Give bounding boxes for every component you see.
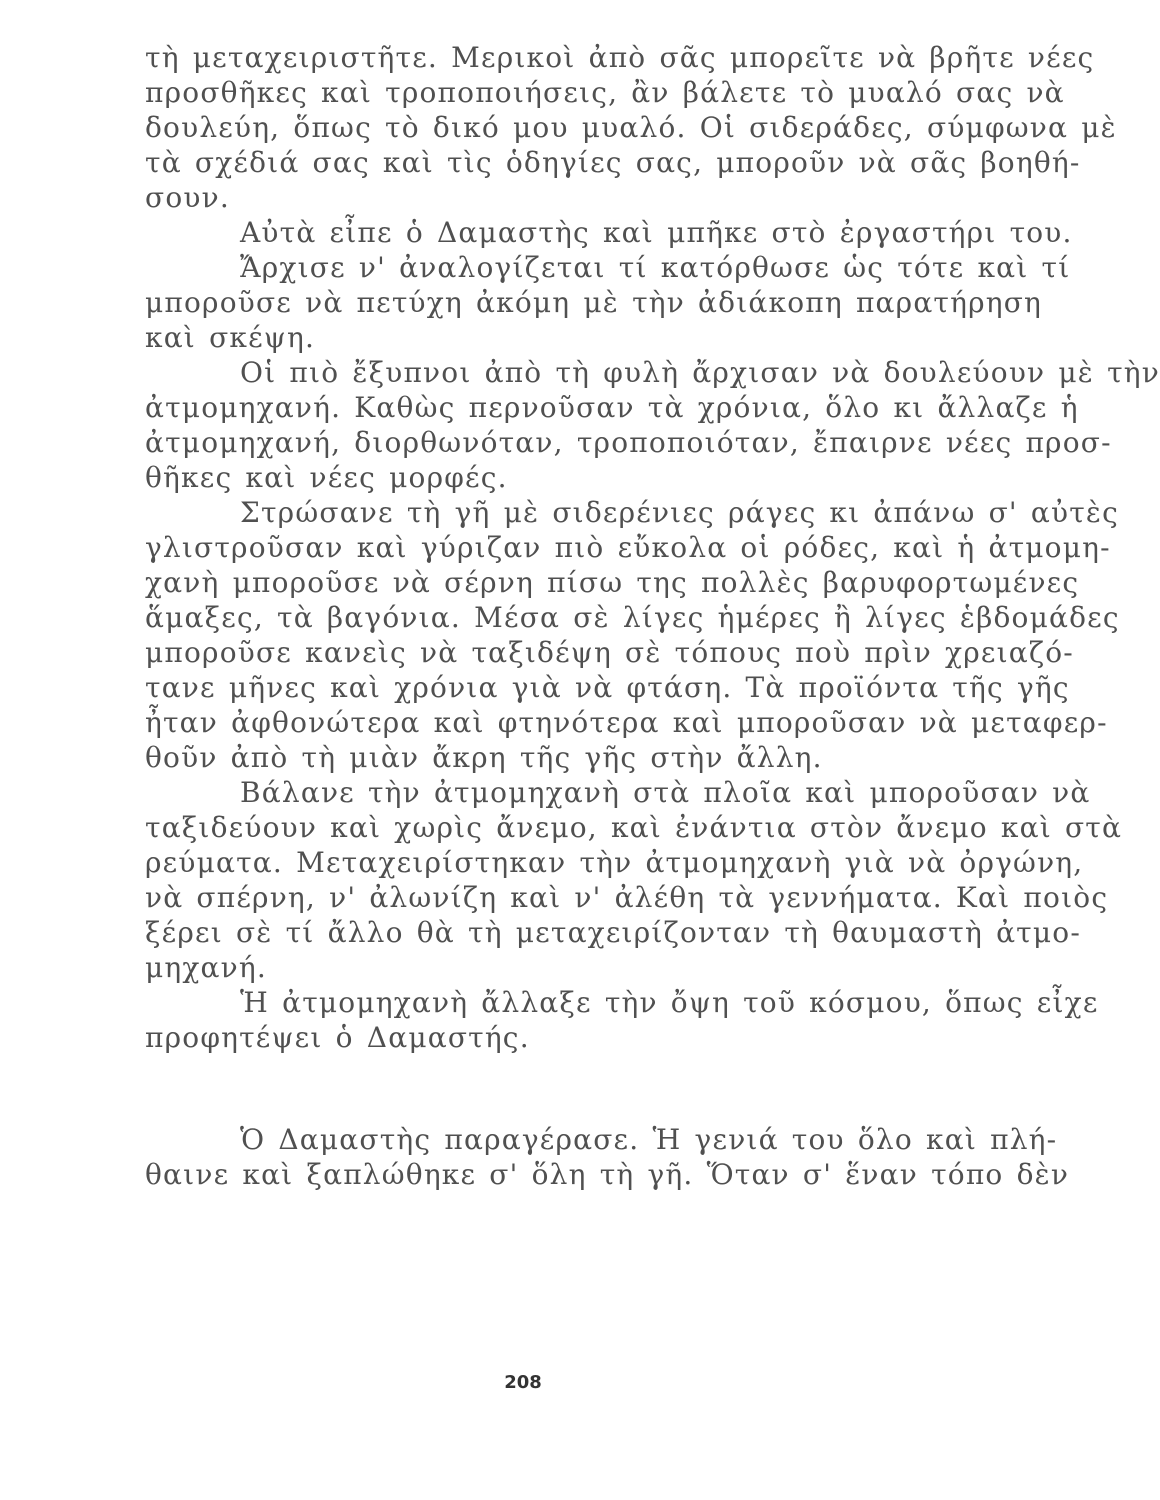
text-line: ξέρει σὲ τί ἄλλο θὰ τὴ μεταχειρίζονταν τὴ θαυμαστὴ ἀτμο- xyxy=(145,916,1081,949)
paragraph-first-line: Στρώσανε τὴ γῆ μὲ σιδερένιες ράγες κι ἀπάνω σ' αὐτὲς xyxy=(240,496,1120,529)
text-line: μποροῦσε νὰ πετύχη ἀκόμη μὲ τὴν ἀδιάκοπη παρατήρηση xyxy=(145,286,1043,319)
text-line: ἀτμομηχανή, διορθωνόταν, τροποποιόταν, ἔπαιρνε νέες προσ- xyxy=(145,426,1112,459)
text-line: τὰ σχέδιά σας καὶ τὶς ὁδηγίες σας, μποροῦν νὰ σᾶς βοηθή- xyxy=(145,146,1081,179)
page-body xyxy=(145,40,1160,1192)
text-line: τὴ μεταχειριστῆτε. Μερικοὶ ἀπὸ σᾶς μπορεῖτε νὰ βρῆτε νέες xyxy=(145,41,1095,74)
text-line: χανὴ μποροῦσε νὰ σέρνη πίσω της πολλὲς βαρυφορτωμένες xyxy=(145,566,1080,599)
paragraph-first-line: Ἄρχισε ν' ἀναλογίζεται τί κατόρθωσε ὡς τότε καὶ τί xyxy=(240,251,1071,284)
text-line: δουλεύη, ὅπως τὸ δικό μου μυαλό. Οἱ σιδεράδες, σύμφωνα μὲ xyxy=(145,111,1117,144)
text-line: ἦταν ἀφθονώτερα καὶ φτηνότερα καὶ μποροῦσαν νὰ μεταφερ- xyxy=(145,706,1108,739)
text-line: μποροῦσε κανεὶς νὰ ταξιδέψη σὲ τόπους ποὺ πρὶν χρειαζό- xyxy=(145,636,1074,669)
text-line: μηχανή. xyxy=(145,951,267,984)
paragraph-first-line: Οἱ πιὸ ἔξυπνοι ἀπὸ τὴ φυλὴ ἄρχισαν νὰ δουλεύουν μὲ τὴν xyxy=(240,356,1160,389)
paragraph-first-line: Αὐτὰ εἶπε ὁ Δαμαστὴς καὶ μπῆκε στὸ ἐργαστήρι του. xyxy=(240,216,1073,249)
paragraph-first-line: Ὁ Δαμαστὴς παραγέρασε. Ἡ γενιά του ὅλο καὶ πλή- xyxy=(240,1123,1058,1156)
text-line: καὶ σκέψη. xyxy=(145,321,316,354)
text-line: προσθῆκες καὶ τροποποιήσεις, ἂν βάλετε τὸ μυαλό σας νὰ xyxy=(145,76,1065,109)
text-line: ταξιδεύουν καὶ χωρὶς ἄνεμο, καὶ ἐνάντια στὸν ἄνεμο καὶ στὰ xyxy=(145,811,1123,844)
text-line: ἅμαξες, τὰ βαγόνια. Μέσα σὲ λίγες ἡμέρες ἢ λίγες ἑβδομάδες xyxy=(145,601,1120,634)
text-line: νὰ σπέρνη, ν' ἀλωνίζη καὶ ν' ἀλέθη τὰ γεννήματα. Καὶ ποιὸς xyxy=(145,881,1109,914)
text-line: σουν. xyxy=(145,181,230,214)
text-line: ρεύματα. Μεταχειρίστηκαν τὴν ἀτμομηχανὴ γιὰ νὰ ὀργώνη, xyxy=(145,846,1084,879)
section-break xyxy=(145,1055,1027,1122)
text-line: τανε μῆνες καὶ χρόνια γιὰ νὰ φτάση. Τὰ προϊόντα τῆς γῆς xyxy=(145,671,1070,704)
paragraph-first-line: Ἡ ἀτμομηχανὴ ἄλλαξε τὴν ὄψη τοῦ κόσμου, ὅπως εἶχε xyxy=(240,986,1099,1019)
text-line: θῆκες καὶ νέες μορφές. xyxy=(145,461,508,494)
page-number: 208 xyxy=(504,1372,542,1393)
text-line: προφητέψει ὁ Δαμαστής. xyxy=(145,1021,530,1054)
text-line: θαινε καὶ ξαπλώθηκε σ' ὅλη τὴ γῆ. Ὅταν σ' ἕναν τόπο δὲν xyxy=(145,1158,1070,1191)
text-line: ἀτμομηχανή. Καθὼς περνοῦσαν τὰ χρόνια, ὅλο κι ἄλλαζε ἡ xyxy=(145,391,1079,424)
text-line: γλιστροῦσαν καὶ γύριζαν πιὸ εὔκολα οἱ ρόδες, καὶ ἡ ἀτμομη- xyxy=(145,531,1111,564)
paragraph-first-line: Βάλανε τὴν ἀτμομηχανὴ στὰ πλοῖα καὶ μποροῦσαν νὰ xyxy=(240,776,1091,809)
text-line: θοῦν ἀπὸ τὴ μιὰν ἄκρη τῆς γῆς στὴν ἄλλη. xyxy=(145,741,823,774)
